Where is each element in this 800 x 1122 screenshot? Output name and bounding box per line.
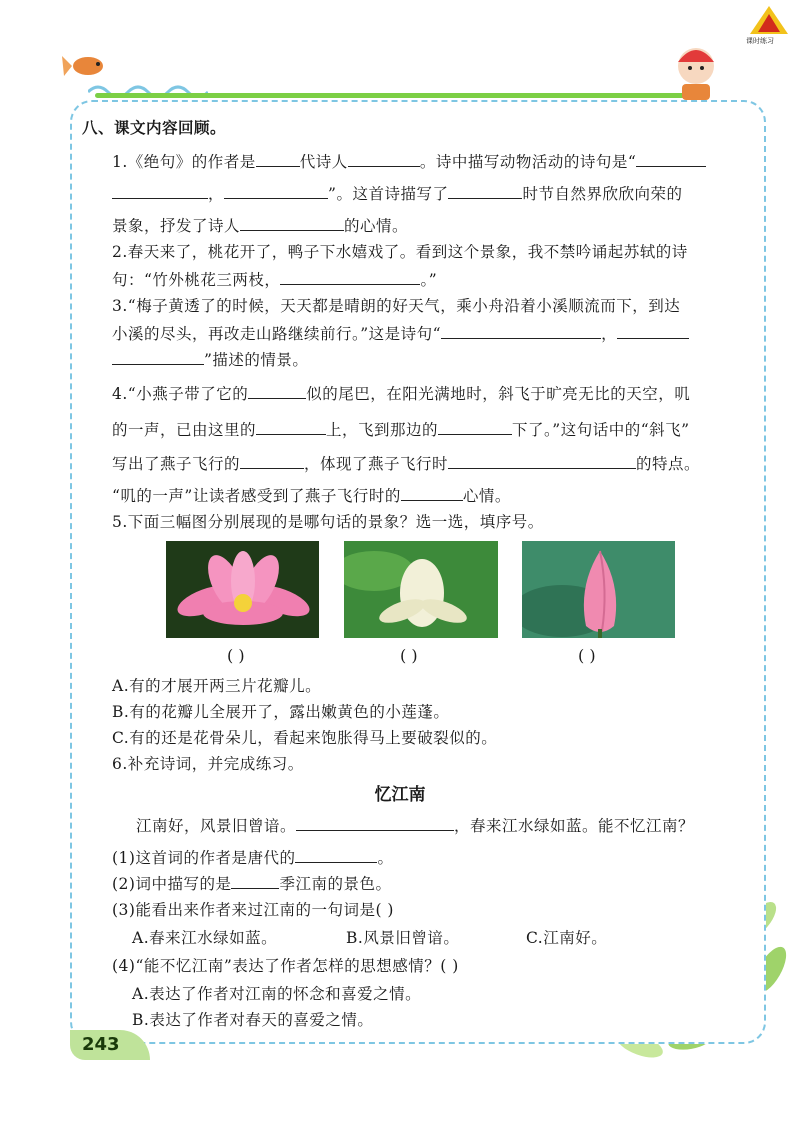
- lotus-image-bud: [522, 541, 675, 638]
- q3-line2: 小溪的尽头，再改走山路继续前行。”这是诗句“ ，: [112, 324, 689, 344]
- q6-sub3-option-b: B.风景旧曾谙。: [346, 929, 460, 947]
- q6-sub4: (4)“能不忆江南”表达了作者怎样的思想感情？( ): [112, 957, 459, 975]
- answer-paren-2[interactable]: ( ): [400, 646, 418, 665]
- q5-option-a: A.有的才展开两三片花瓣儿。: [112, 677, 322, 695]
- q1-line1: 1.《绝句》的作者是 代诗人 。诗中描写动物活动的诗句是“: [112, 152, 706, 172]
- q3-line3: ”描述的情景。: [112, 350, 308, 370]
- q2-line1: 2.春天来了，桃花开了，鸭子下水嬉戏了。看到这个景象，我不禁吟诵起苏轼的诗: [112, 243, 688, 261]
- child-character-decoration: [668, 42, 724, 102]
- q5-option-c: C.有的还是花骨朵儿，看起来饱胀得马上要破裂似的。: [112, 729, 498, 747]
- q6-sub4-option-b: B.表达了作者对春天的喜爱之情。: [132, 1011, 374, 1029]
- q5-option-b: B.有的花瓣儿全展开了，露出嫩黄色的小莲蓬。: [112, 703, 450, 721]
- lotus-image-opening: [344, 541, 498, 638]
- q1-line2: ， ”。这首诗描写了 时节自然界欣欣向荣的: [112, 184, 682, 204]
- lotus-image-open: [166, 541, 319, 638]
- answer-paren-3[interactable]: ( ): [578, 646, 596, 665]
- q4-line4: “叽的一声”让读者感受到了燕子飞行时的 心情。: [112, 487, 511, 505]
- q4-line2: 的一声，已由这里的 上，飞到那边的 下了。”这句话中的“斜飞”: [112, 421, 690, 439]
- q6-sub3-option-c: C.江南好。: [526, 929, 608, 947]
- page-number: 243: [70, 1030, 150, 1060]
- q6-sub3: (3)能看出来作者来过江南的一句词是( ): [112, 901, 394, 919]
- q4-line3: 写出了燕子飞行的 ，体现了燕子飞行时 的特点。: [112, 455, 701, 473]
- poem-title: 忆江南: [374, 785, 426, 805]
- q2-line2: 句：“竹外桃花三两枝， 。”: [112, 271, 438, 289]
- q5-title: 5.下面三幅图分别展现的是哪句话的景象？选一选，填序号。: [112, 513, 544, 531]
- q4-line1: 4.“小燕子带了它的 似的尾巴，在阳光满地时，斜飞于旷亮无比的天空，叽: [112, 385, 691, 403]
- header-bar: [95, 93, 695, 98]
- brand-text: 课时练习: [746, 37, 774, 45]
- poem-line: 江南好，风景旧曾谙。 ，春来江水绿如蓝。能不忆江南？: [136, 817, 695, 835]
- q6-title: 6.补充诗词，并完成练习。: [112, 755, 304, 773]
- q6-sub1: (1)这首词的作者是唐代的 。: [112, 849, 394, 867]
- section-title: 八、课文内容回顾。: [82, 118, 227, 137]
- q6-sub2: (2)词中描写的是 季江南的景色。: [112, 875, 392, 893]
- brand-logo: [748, 4, 790, 36]
- q6-sub4-option-a: A.表达了作者对江南的怀念和喜爱之情。: [132, 985, 422, 1003]
- q6-sub3-option-a: A.春来江水绿如蓝。: [132, 929, 278, 947]
- q1-line3: 景象，抒发了诗人 的心情。: [112, 217, 409, 235]
- answer-paren-1[interactable]: ( ): [227, 646, 245, 665]
- q3-line1: 3.“梅子黄透了的时候，天天都是晴朗的好天气，乘小舟沿着小溪顺流而下，到达: [112, 297, 681, 315]
